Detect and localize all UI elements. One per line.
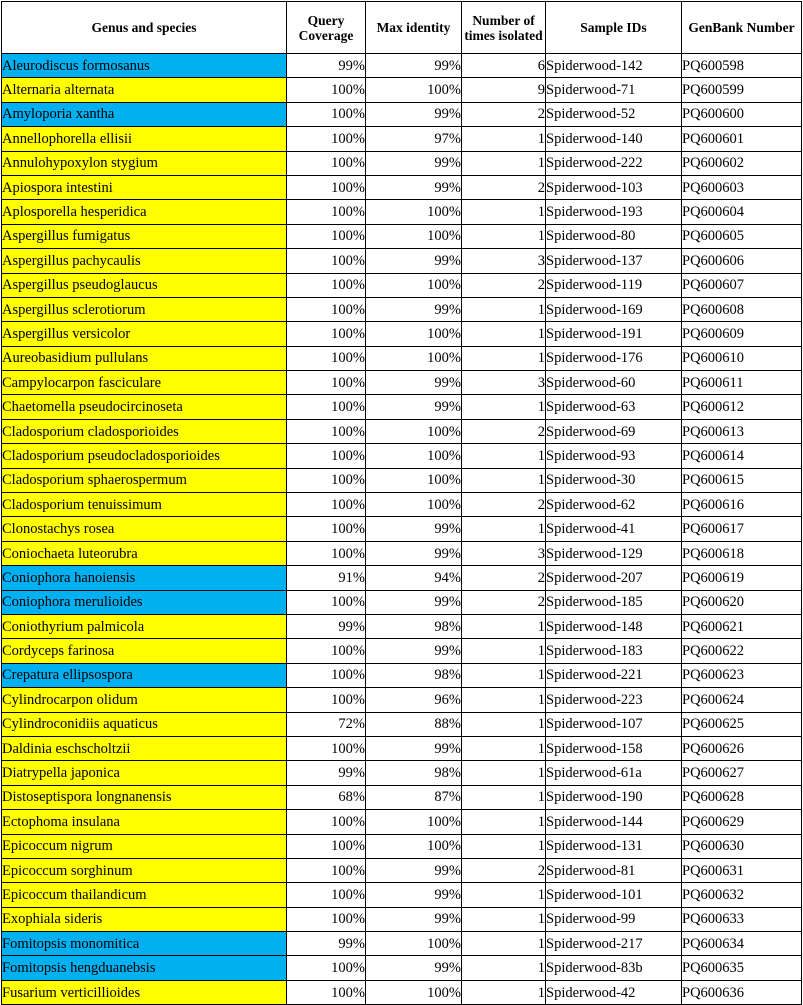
max-identity-cell: 99% — [366, 395, 462, 419]
sample-id-cell: Spiderwood-80 — [546, 224, 682, 248]
sample-id-cell: Spiderwood-222 — [546, 151, 682, 175]
species-cell: Cordyceps farinosa — [2, 639, 287, 663]
genbank-number-cell: PQ600627 — [682, 761, 802, 785]
genbank-number-cell: PQ600606 — [682, 249, 802, 273]
sample-id-cell: Spiderwood-158 — [546, 736, 682, 760]
genbank-number-cell: PQ600617 — [682, 517, 802, 541]
max-identity-cell: 98% — [366, 761, 462, 785]
genbank-number-cell: PQ600620 — [682, 590, 802, 614]
table-row — [2, 493, 802, 517]
header-row — [2, 2, 802, 54]
max-identity-cell: 99% — [366, 639, 462, 663]
times-isolated-cell: 2 — [462, 590, 546, 614]
header-times-isolated: Number of times isolated — [462, 2, 546, 54]
max-identity-cell: 94% — [366, 566, 462, 590]
times-isolated-cell: 1 — [462, 712, 546, 736]
query-coverage-cell: 100% — [287, 444, 366, 468]
genbank-number-cell: PQ600599 — [682, 78, 802, 102]
genbank-number-cell: PQ600610 — [682, 346, 802, 370]
query-coverage-cell: 100% — [287, 858, 366, 882]
max-identity-cell: 99% — [366, 371, 462, 395]
genbank-number-cell: PQ600622 — [682, 639, 802, 663]
times-isolated-cell: 1 — [462, 639, 546, 663]
table-row — [2, 688, 802, 712]
table-row — [2, 566, 802, 590]
genbank-number-cell: PQ600603 — [682, 175, 802, 199]
genbank-number-cell: PQ600611 — [682, 371, 802, 395]
genbank-number-cell: PQ600624 — [682, 688, 802, 712]
times-isolated-cell: 2 — [462, 175, 546, 199]
query-coverage-cell: 100% — [287, 688, 366, 712]
table-row — [2, 224, 802, 248]
species-cell: Diatrypella japonica — [2, 761, 287, 785]
sample-id-cell: Spiderwood-183 — [546, 639, 682, 663]
table-row — [2, 346, 802, 370]
sample-id-cell: Spiderwood-190 — [546, 785, 682, 809]
table-row — [2, 810, 802, 834]
genbank-number-cell: PQ600631 — [682, 858, 802, 882]
table-row — [2, 980, 802, 1004]
species-cell: Ectophoma insulana — [2, 810, 287, 834]
times-isolated-cell: 1 — [462, 297, 546, 321]
header-query-coverage: Query Coverage — [287, 2, 366, 54]
table-row — [2, 297, 802, 321]
species-cell: Aspergillus pachycaulis — [2, 249, 287, 273]
query-coverage-cell: 100% — [287, 736, 366, 760]
sample-id-cell: Spiderwood-62 — [546, 493, 682, 517]
query-coverage-cell: 100% — [287, 371, 366, 395]
times-isolated-cell: 6 — [462, 54, 546, 78]
times-isolated-cell: 1 — [462, 907, 546, 931]
sample-id-cell: Spiderwood-217 — [546, 932, 682, 956]
species-cell: Epicoccum sorghinum — [2, 858, 287, 882]
query-coverage-cell: 100% — [287, 541, 366, 565]
max-identity-cell: 99% — [366, 249, 462, 273]
genbank-number-cell: PQ600625 — [682, 712, 802, 736]
species-cell: Coniophora merulioides — [2, 590, 287, 614]
times-isolated-cell: 2 — [462, 566, 546, 590]
sample-id-cell: Spiderwood-41 — [546, 517, 682, 541]
times-isolated-cell: 1 — [462, 834, 546, 858]
max-identity-cell: 100% — [366, 346, 462, 370]
max-identity-cell: 100% — [366, 810, 462, 834]
sample-id-cell: Spiderwood-81 — [546, 858, 682, 882]
species-cell: Aspergillus sclerotiorum — [2, 297, 287, 321]
table-row — [2, 102, 802, 126]
max-identity-cell: 99% — [366, 858, 462, 882]
max-identity-cell: 100% — [366, 224, 462, 248]
species-cell: Aspergillus fumigatus — [2, 224, 287, 248]
species-cell: Fomitopsis monomitica — [2, 932, 287, 956]
times-isolated-cell: 1 — [462, 517, 546, 541]
table-row — [2, 639, 802, 663]
sample-id-cell: Spiderwood-176 — [546, 346, 682, 370]
times-isolated-cell: 1 — [462, 151, 546, 175]
max-identity-cell: 99% — [366, 54, 462, 78]
query-coverage-cell: 91% — [287, 566, 366, 590]
table-row — [2, 200, 802, 224]
table-row — [2, 907, 802, 931]
times-isolated-cell: 1 — [462, 883, 546, 907]
sample-id-cell: Spiderwood-69 — [546, 419, 682, 443]
times-isolated-cell: 1 — [462, 444, 546, 468]
times-isolated-cell: 2 — [462, 419, 546, 443]
table-row — [2, 249, 802, 273]
sample-id-cell: Spiderwood-137 — [546, 249, 682, 273]
table-row — [2, 78, 802, 102]
sample-id-cell: Spiderwood-101 — [546, 883, 682, 907]
max-identity-cell: 87% — [366, 785, 462, 809]
table-row — [2, 956, 802, 980]
times-isolated-cell: 2 — [462, 102, 546, 126]
genbank-number-cell: PQ600621 — [682, 614, 802, 638]
table-row — [2, 785, 802, 809]
species-cell: Cylindrocarpon olidum — [2, 688, 287, 712]
times-isolated-cell: 1 — [462, 395, 546, 419]
query-coverage-cell: 100% — [287, 395, 366, 419]
times-isolated-cell: 1 — [462, 322, 546, 346]
query-coverage-cell: 100% — [287, 810, 366, 834]
sample-id-cell: Spiderwood-140 — [546, 127, 682, 151]
species-cell: Clonostachys rosea — [2, 517, 287, 541]
sample-id-cell: Spiderwood-191 — [546, 322, 682, 346]
query-coverage-cell: 100% — [287, 663, 366, 687]
genbank-number-cell: PQ600607 — [682, 273, 802, 297]
query-coverage-cell: 100% — [287, 834, 366, 858]
table-row — [2, 858, 802, 882]
genbank-number-cell: PQ600609 — [682, 322, 802, 346]
times-isolated-cell: 1 — [462, 614, 546, 638]
query-coverage-cell: 68% — [287, 785, 366, 809]
sample-id-cell: Spiderwood-103 — [546, 175, 682, 199]
query-coverage-cell: 100% — [287, 322, 366, 346]
genbank-number-cell: PQ600619 — [682, 566, 802, 590]
query-coverage-cell: 99% — [287, 932, 366, 956]
species-cell: Fomitopsis hengduanebsis — [2, 956, 287, 980]
query-coverage-cell: 99% — [287, 761, 366, 785]
genbank-number-cell: PQ600636 — [682, 980, 802, 1004]
times-isolated-cell: 1 — [462, 663, 546, 687]
species-table — [1, 1, 802, 1005]
genbank-number-cell: PQ600604 — [682, 200, 802, 224]
table-row — [2, 273, 802, 297]
species-cell: Apiospora intestini — [2, 175, 287, 199]
species-cell: Aspergillus versicolor — [2, 322, 287, 346]
genbank-number-cell: PQ600605 — [682, 224, 802, 248]
query-coverage-cell: 100% — [287, 102, 366, 126]
species-cell: Campylocarpon fasciculare — [2, 371, 287, 395]
table-row — [2, 834, 802, 858]
genbank-number-cell: PQ600602 — [682, 151, 802, 175]
genbank-number-cell: PQ600628 — [682, 785, 802, 809]
genbank-number-cell: PQ600598 — [682, 54, 802, 78]
species-cell: Aspergillus pseudoglaucus — [2, 273, 287, 297]
max-identity-cell: 99% — [366, 102, 462, 126]
species-cell: Alternaria alternata — [2, 78, 287, 102]
table-row — [2, 322, 802, 346]
query-coverage-cell: 100% — [287, 297, 366, 321]
sample-id-cell: Spiderwood-71 — [546, 78, 682, 102]
query-coverage-cell: 100% — [287, 883, 366, 907]
max-identity-cell: 100% — [366, 273, 462, 297]
query-coverage-cell: 100% — [287, 78, 366, 102]
times-isolated-cell: 1 — [462, 980, 546, 1004]
table-row — [2, 712, 802, 736]
genbank-number-cell: PQ600616 — [682, 493, 802, 517]
times-isolated-cell: 1 — [462, 761, 546, 785]
sample-id-cell: Spiderwood-207 — [546, 566, 682, 590]
sample-id-cell: Spiderwood-148 — [546, 614, 682, 638]
table-row — [2, 932, 802, 956]
table-row — [2, 736, 802, 760]
query-coverage-cell: 99% — [287, 614, 366, 638]
query-coverage-cell: 100% — [287, 151, 366, 175]
sample-id-cell: Spiderwood-129 — [546, 541, 682, 565]
max-identity-cell: 99% — [366, 175, 462, 199]
species-cell: Cladosporium pseudocladosporioides — [2, 444, 287, 468]
times-isolated-cell: 3 — [462, 541, 546, 565]
max-identity-cell: 99% — [366, 297, 462, 321]
max-identity-cell: 100% — [366, 980, 462, 1004]
times-isolated-cell: 1 — [462, 688, 546, 712]
species-cell: Aplosporella hesperidica — [2, 200, 287, 224]
query-coverage-cell: 100% — [287, 127, 366, 151]
sample-id-cell: Spiderwood-169 — [546, 297, 682, 321]
genbank-number-cell: PQ600635 — [682, 956, 802, 980]
genbank-number-cell: PQ600615 — [682, 468, 802, 492]
table-row — [2, 761, 802, 785]
times-isolated-cell: 2 — [462, 493, 546, 517]
sample-id-cell: Spiderwood-99 — [546, 907, 682, 931]
times-isolated-cell: 1 — [462, 346, 546, 370]
times-isolated-cell: 1 — [462, 736, 546, 760]
query-coverage-cell: 100% — [287, 175, 366, 199]
species-cell: Fusarium verticillioides — [2, 980, 287, 1004]
sample-id-cell: Spiderwood-63 — [546, 395, 682, 419]
species-cell: Epicoccum nigrum — [2, 834, 287, 858]
max-identity-cell: 100% — [366, 322, 462, 346]
query-coverage-cell: 100% — [287, 907, 366, 931]
sample-id-cell: Spiderwood-221 — [546, 663, 682, 687]
times-isolated-cell: 2 — [462, 273, 546, 297]
times-isolated-cell: 3 — [462, 249, 546, 273]
max-identity-cell: 100% — [366, 834, 462, 858]
times-isolated-cell: 9 — [462, 78, 546, 102]
sample-id-cell: Spiderwood-83b — [546, 956, 682, 980]
table-row — [2, 590, 802, 614]
species-cell: Epicoccum thailandicum — [2, 883, 287, 907]
times-isolated-cell: 1 — [462, 468, 546, 492]
genbank-number-cell: PQ600629 — [682, 810, 802, 834]
sample-id-cell: Spiderwood-30 — [546, 468, 682, 492]
table-row — [2, 175, 802, 199]
max-identity-cell: 99% — [366, 956, 462, 980]
sample-id-cell: Spiderwood-52 — [546, 102, 682, 126]
max-identity-cell: 99% — [366, 517, 462, 541]
header-sample-ids: Sample IDs — [546, 2, 682, 54]
genbank-number-cell: PQ600634 — [682, 932, 802, 956]
max-identity-cell: 100% — [366, 444, 462, 468]
species-cell: Annulohypoxylon stygium — [2, 151, 287, 175]
genbank-number-cell: PQ600601 — [682, 127, 802, 151]
sample-id-cell: Spiderwood-223 — [546, 688, 682, 712]
max-identity-cell: 99% — [366, 590, 462, 614]
max-identity-cell: 98% — [366, 614, 462, 638]
species-cell: Aureobasidium pullulans — [2, 346, 287, 370]
table-row — [2, 517, 802, 541]
max-identity-cell: 100% — [366, 932, 462, 956]
species-cell: Chaetomella pseudocircinoseta — [2, 395, 287, 419]
query-coverage-cell: 100% — [287, 224, 366, 248]
max-identity-cell: 98% — [366, 663, 462, 687]
times-isolated-cell: 1 — [462, 224, 546, 248]
sample-id-cell: Spiderwood-131 — [546, 834, 682, 858]
sample-id-cell: Spiderwood-142 — [546, 54, 682, 78]
query-coverage-cell: 100% — [287, 200, 366, 224]
table-row — [2, 541, 802, 565]
genbank-number-cell: PQ600632 — [682, 883, 802, 907]
species-cell: Coniothyrium palmicola — [2, 614, 287, 638]
max-identity-cell: 100% — [366, 200, 462, 224]
genbank-number-cell: PQ600633 — [682, 907, 802, 931]
genbank-number-cell: PQ600623 — [682, 663, 802, 687]
table-row — [2, 127, 802, 151]
times-isolated-cell: 3 — [462, 371, 546, 395]
max-identity-cell: 99% — [366, 541, 462, 565]
species-cell: Aleurodiscus formosanus — [2, 54, 287, 78]
species-cell: Cladosporium sphaerospermum — [2, 468, 287, 492]
species-cell: Amyloporia xantha — [2, 102, 287, 126]
genbank-number-cell: PQ600613 — [682, 419, 802, 443]
max-identity-cell: 100% — [366, 468, 462, 492]
query-coverage-cell: 100% — [287, 273, 366, 297]
table-row — [2, 468, 802, 492]
query-coverage-cell: 100% — [287, 639, 366, 663]
table-row — [2, 371, 802, 395]
species-cell: Cladosporium cladosporioides — [2, 419, 287, 443]
max-identity-cell: 99% — [366, 151, 462, 175]
genbank-number-cell: PQ600630 — [682, 834, 802, 858]
species-cell: Cladosporium tenuissimum — [2, 493, 287, 517]
query-coverage-cell: 100% — [287, 956, 366, 980]
query-coverage-cell: 100% — [287, 346, 366, 370]
sample-id-cell: Spiderwood-60 — [546, 371, 682, 395]
table-row — [2, 444, 802, 468]
table-row — [2, 663, 802, 687]
times-isolated-cell: 1 — [462, 127, 546, 151]
query-coverage-cell: 100% — [287, 249, 366, 273]
query-coverage-cell: 100% — [287, 419, 366, 443]
species-cell: Daldinia eschscholtzii — [2, 736, 287, 760]
sample-id-cell: Spiderwood-119 — [546, 273, 682, 297]
genbank-number-cell: PQ600608 — [682, 297, 802, 321]
header-max-identity: Max identity — [366, 2, 462, 54]
max-identity-cell: 96% — [366, 688, 462, 712]
species-cell: Distoseptispora longnanensis — [2, 785, 287, 809]
sample-id-cell: Spiderwood-61a — [546, 761, 682, 785]
sample-id-cell: Spiderwood-93 — [546, 444, 682, 468]
max-identity-cell: 99% — [366, 736, 462, 760]
table-row — [2, 54, 802, 78]
max-identity-cell: 100% — [366, 78, 462, 102]
genbank-number-cell: PQ600614 — [682, 444, 802, 468]
times-isolated-cell: 1 — [462, 932, 546, 956]
table-row — [2, 395, 802, 419]
times-isolated-cell: 1 — [462, 810, 546, 834]
genbank-number-cell: PQ600626 — [682, 736, 802, 760]
sample-id-cell: Spiderwood-42 — [546, 980, 682, 1004]
species-cell: Exophiala sideris — [2, 907, 287, 931]
sample-id-cell: Spiderwood-193 — [546, 200, 682, 224]
header-genbank-number: GenBank Number — [682, 2, 802, 54]
query-coverage-cell: 100% — [287, 517, 366, 541]
times-isolated-cell: 1 — [462, 956, 546, 980]
table-row — [2, 614, 802, 638]
query-coverage-cell: 100% — [287, 468, 366, 492]
times-isolated-cell: 1 — [462, 200, 546, 224]
query-coverage-cell: 100% — [287, 590, 366, 614]
genbank-number-cell: PQ600612 — [682, 395, 802, 419]
sample-id-cell: Spiderwood-144 — [546, 810, 682, 834]
max-identity-cell: 100% — [366, 419, 462, 443]
query-coverage-cell: 100% — [287, 980, 366, 1004]
species-cell: Coniophora hanoiensis — [2, 566, 287, 590]
sample-id-cell: Spiderwood-107 — [546, 712, 682, 736]
genbank-number-cell: PQ600600 — [682, 102, 802, 126]
species-cell: Coniochaeta luteorubra — [2, 541, 287, 565]
max-identity-cell: 99% — [366, 907, 462, 931]
max-identity-cell: 97% — [366, 127, 462, 151]
query-coverage-cell: 72% — [287, 712, 366, 736]
table-row — [2, 883, 802, 907]
query-coverage-cell: 100% — [287, 493, 366, 517]
genbank-number-cell: PQ600618 — [682, 541, 802, 565]
sample-id-cell: Spiderwood-185 — [546, 590, 682, 614]
species-cell: Annellophorella ellisii — [2, 127, 287, 151]
species-cell: Crepatura ellipsospora — [2, 663, 287, 687]
times-isolated-cell: 2 — [462, 858, 546, 882]
table-row — [2, 419, 802, 443]
max-identity-cell: 88% — [366, 712, 462, 736]
max-identity-cell: 99% — [366, 883, 462, 907]
table-row — [2, 151, 802, 175]
query-coverage-cell: 99% — [287, 54, 366, 78]
header-genus-species: Genus and species — [2, 2, 287, 54]
species-cell: Cylindroconidiis aquaticus — [2, 712, 287, 736]
times-isolated-cell: 1 — [462, 785, 546, 809]
max-identity-cell: 100% — [366, 493, 462, 517]
